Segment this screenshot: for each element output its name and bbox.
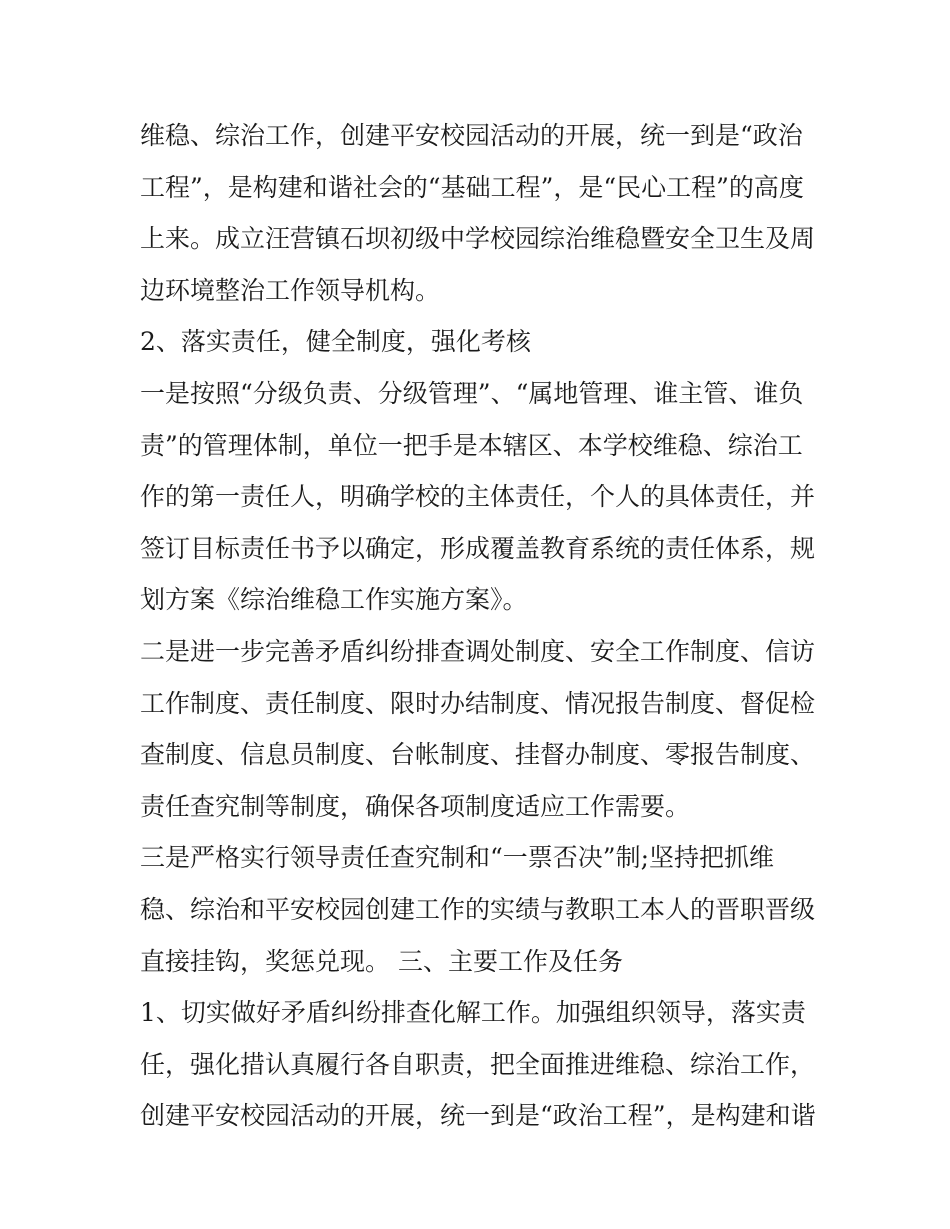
- text-line: 直接挂钩，奖惩兑现。 三、主要工作及任务: [140, 946, 623, 976]
- text-line: 任，强化措认真履行各自职责，把全面推进维稳、综治工作，: [140, 1049, 816, 1079]
- text-line: 创建平安校园活动的开展，统一到是“政治工程”，是构建和谐: [140, 1101, 816, 1131]
- document-body: [140, 110, 830, 1142]
- section-heading: 2、落实责任，健全制度，强化考核: [140, 327, 531, 357]
- text-line: 责任查究制等制度，确保各项制度适应工作需要。: [140, 791, 691, 821]
- text-line: 责”的管理体制，单位一把手是本辖区、本学校维稳、综治工: [140, 430, 803, 460]
- text-line: 一是按照“分级负责、分级管理”、“属地管理、谁主管、谁负: [140, 378, 804, 408]
- text-line: 1、切实做好矛盾纠纷排查化解工作。加强组织领导，落实责: [140, 998, 806, 1028]
- text-line: 工程”，是构建和谐社会的“基础工程”，是“民心工程”的高度: [140, 172, 804, 202]
- text-line: 上来。成立汪营镇石坝初级中学校园综治维稳暨安全卫生及周: [140, 224, 816, 254]
- text-line: 稳、综治和平安校园创建工作的实绩与教职工本人的晋职晋级: [140, 894, 816, 924]
- text-line: 二是进一步完善矛盾纠纷排查调处制度、安全工作制度、信访: [140, 636, 816, 666]
- text-line: 维稳、综治工作，创建平安校园活动的开展，统一到是“政治: [140, 121, 803, 150]
- text-line: 工作制度、责任制度、限时办结制度、情况报告制度、督促检: [140, 688, 816, 718]
- text-line: 查制度、信息员制度、台帐制度、挂督办制度、零报告制度、: [140, 740, 816, 770]
- text-line: 签订目标责任书予以确定，形成覆盖教育系统的责任体系，规: [140, 533, 816, 563]
- text-line: 三是严格实行领导责任查究制和“一票否决”制;坚持把抓维: [140, 843, 774, 873]
- text-line: 划方案《综治维稳工作实施方案》。: [140, 585, 528, 615]
- text-line: 边环境整治工作领导机构。: [140, 275, 441, 305]
- text-line: 作的第一责任人，明确学校的主体责任，个人的具体责任，并: [140, 482, 816, 512]
